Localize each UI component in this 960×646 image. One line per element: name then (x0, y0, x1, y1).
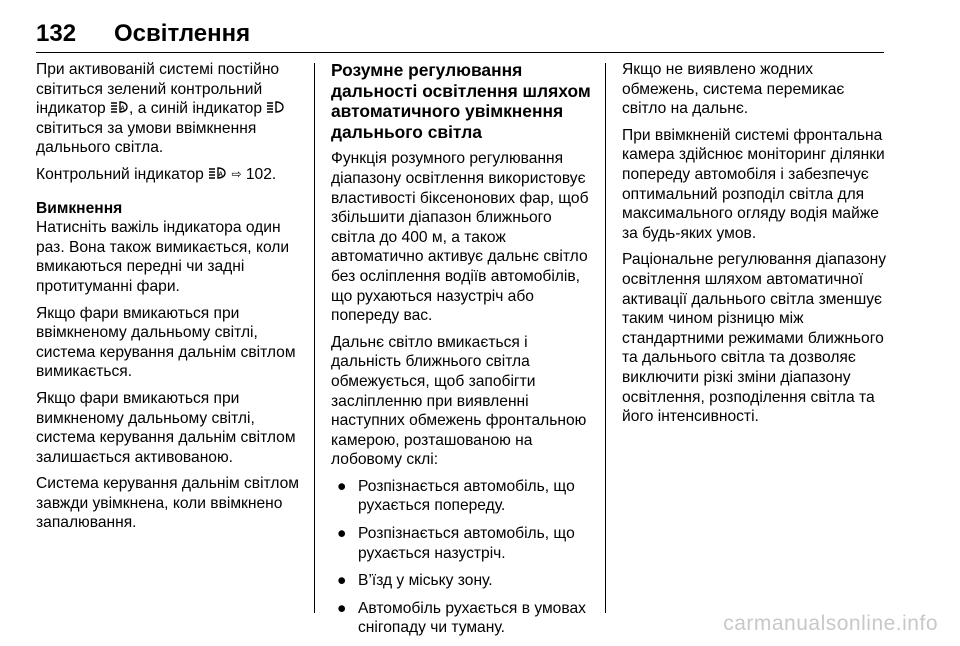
list-item-text: В’їзд у міську зону. (358, 572, 493, 590)
column-divider (605, 63, 606, 613)
subheading-off: Вимкнення (36, 199, 123, 217)
list-item-text: Розпізнається автомобіль, що рухається назустріч. (358, 525, 575, 562)
page-reference-arrow-icon[interactable]: ⇨ (231, 166, 242, 181)
list-item (331, 477, 597, 516)
paragraph: Якщо фари вмикаються при ввімкненому дальньому світлі, система керування дальнім світлом вимикається. (36, 304, 296, 381)
column-divider (314, 63, 315, 613)
paragraph: Функція розумного регулювання діапазону освітлення використовує властивості біксенонових фар, щоб збільшити діапазон ближнього світла до 400 м, а також автоматично активує дальнє світло без осліплення водіїв автомобілів, що рухаються назустріч або попереду вас. (331, 150, 589, 325)
column-left (36, 60, 302, 540)
page-title: Освітлення (114, 20, 251, 47)
auto-high-beam-indicator-icon (208, 166, 227, 180)
section-heading: Розумне регулювання дальності освітлення шляхом автоматичного увімкнення дальнього світла (331, 60, 591, 142)
list-item-text: Автомобіль рухається в умовах снігопаду чи туману. (358, 599, 586, 637)
paragraph: Дальнє світло вмикається і дальність ближнього світла обмежується, щоб запобігти засліпленню при виявленні наступних обмежень фронтальною камерою, розташованою на лобовому склі: (331, 333, 587, 469)
column-right (622, 60, 888, 434)
page-header (36, 20, 884, 53)
column-middle (331, 60, 597, 646)
page-number: 132 (36, 20, 77, 47)
paragraph (36, 165, 302, 185)
paragraph: Якщо фари вмикаються при вимкненому дальньому світлі, система керування дальнім світлом залишається активованою. (36, 389, 296, 466)
text-run: Контрольний індикатор (36, 165, 209, 183)
bullet-icon: ● (337, 572, 347, 590)
paragraph: Система керування дальнім світлом завжди увімкнена, коли ввімкнено запалювання. (36, 475, 300, 532)
list-item (331, 599, 597, 638)
watermark: carmanualsonline.info (723, 612, 938, 635)
bullet-icon: ● (337, 525, 347, 543)
auto-high-beam-indicator-icon (110, 100, 129, 114)
list-item (331, 524, 597, 563)
paragraph: При ввімкненій системі фронтальна камера здійснює моніторинг ділянки попереду автомобіля і забезпечує оптимальний розподіл світла для максимального огляду водія майже за будь-яких умов. (622, 126, 885, 242)
text-run: , а синій індикатор (129, 100, 267, 118)
bullet-icon: ● (337, 599, 347, 617)
paragraph (36, 60, 302, 158)
svg-text:A: A (218, 171, 223, 178)
list-item-text: Розпізнається автомобіль, що рухається попереду. (358, 477, 575, 515)
text-run: При активованій системі постійно світиться зелений контрольний індикатор (36, 61, 280, 118)
bullet-icon: ● (337, 477, 347, 495)
high-beam-indicator-icon (266, 100, 285, 114)
paragraph: Раціональне регулювання діапазону освітлення шляхом автоматичної активації дальнього світла зменшує таким чином різницю між стандартними режимами ближнього та дальнього світла та дозволяє виключити різкі зміни діапазону освітлення, розподілення світла та його інтенсивності. (622, 251, 887, 426)
list-item (331, 571, 597, 591)
paragraph: Якщо не виявлено жодних обмежень, система перемикає світло на дальнє. (622, 61, 845, 118)
bullet-list (331, 477, 597, 638)
svg-text:A: A (120, 106, 125, 113)
text-run: світиться за умови ввімкнення дальнього світла. (36, 119, 257, 157)
page-reference[interactable]: 102. (241, 165, 277, 183)
paragraph: Натисніть важіль індикатора один раз. Вона також вимикається, коли вмикаються передні чи задні протитуманні фари. (36, 219, 290, 295)
